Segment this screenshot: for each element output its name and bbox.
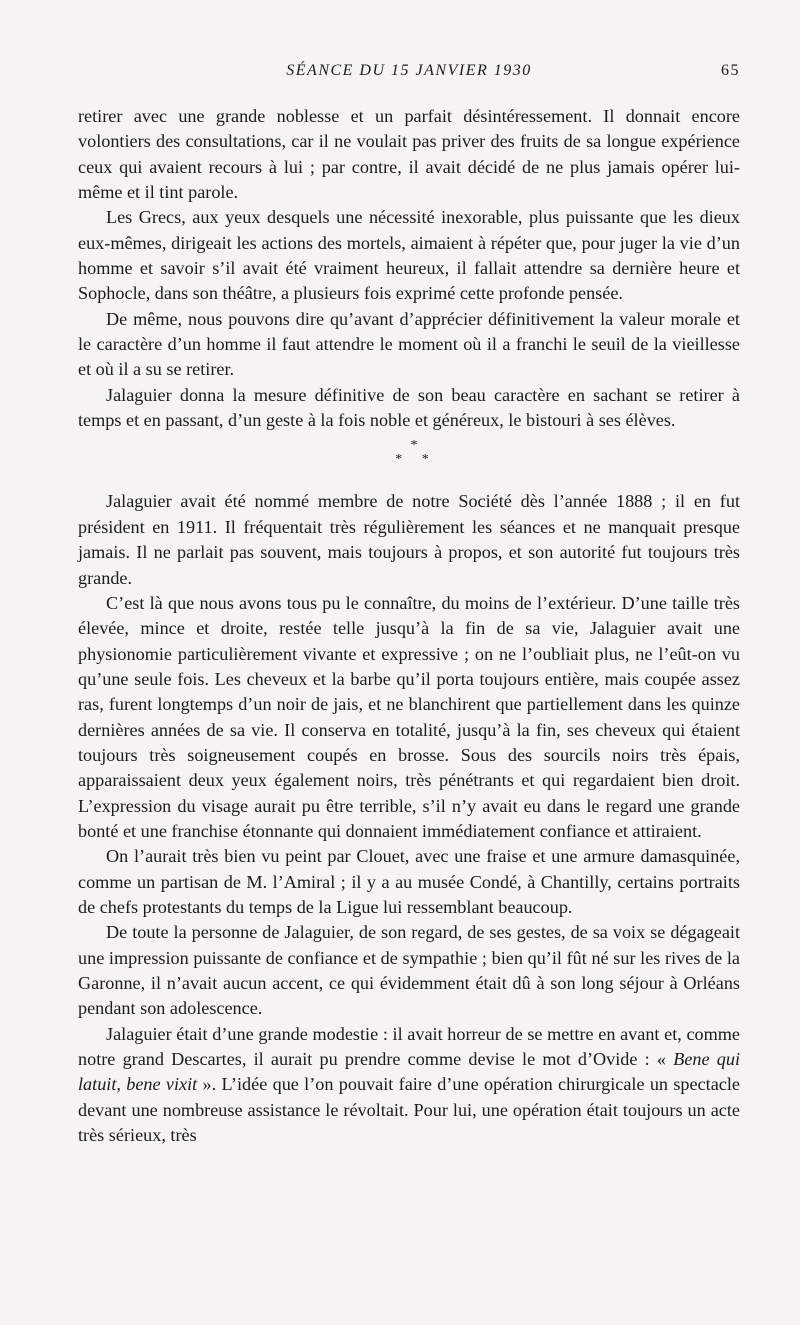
paragraph-moral-value: De même, nous pouvons dire qu’avant d’apprécier définitivement la valeur morale et le caractère d’un homme il faut attendre le moment où il a franchi le seuil de la vieillesse et où il a su se retirer. (78, 308, 740, 380)
paragraph-retreat: Jalaguier donna la mesure définitive de son beau caractère en sachant se retirer à temps et en passant, d’un geste à la fois noble et généreux, le bistouri à ses élèves. (78, 384, 740, 431)
section-society (78, 489, 740, 1148)
asterism-bottom-stars: * * (395, 452, 437, 468)
running-head (78, 62, 740, 86)
paragraph-voice: De toute la personne de Jalaguier, de son regard, de ses gestes, de sa voix se dégageait une impression puissante de confiance et de sympathie ; bien qu’il fût né sur les rives de la Garonne, il n’avait aucun accent, ce qui évidemment était dû à son long séjour à Orléans pendant son adolescence. (78, 922, 740, 1019)
paragraph-greeks: Les Grecs, aux yeux desquels une nécessité inexorable, plus puissante que les dieux eux-mêmes, dirigeait les actions des mortels, aimaient à répéter que, pour juger la vie d’un homme et savoir s’il avait été vraiment heureux, il fallait attendre sa dernière heure et Sophocle, dans son théâtre, a plusieurs fois exprimé cette profonde pensée. (78, 207, 740, 304)
asterism-top-star: * (410, 438, 418, 454)
asterism-separator (78, 439, 740, 467)
modesty-text-after-quote: ». L’idée que l’on pouvait faire d’une opération chirurgicale un spectacle devant une nombreuse assistance le révoltait. Pour lui, une opération était toujours un acte très sérieux, très (78, 1074, 740, 1146)
section-retirement (78, 104, 740, 433)
ovid-quote: Bene qui latuit, bene vixit (78, 1049, 740, 1095)
paragraph-modesty (78, 1022, 740, 1149)
running-head-title: SÉANCE DU 15 JANVIER 1930 (286, 62, 532, 79)
modesty-text-before-quote: Jalaguier était d’une grande modestie : il avait horreur de se mettre en avant et, comme notre grand Descartes, il aurait pu prendre comme devise le mot d’Ovide : « (78, 1023, 740, 1070)
page-number: 65 (721, 62, 740, 79)
paragraph-clouet: On l’aurait très bien vu peint par Clouet, avec une fraise et une armure damasquinée, comme un partisan de M. l’Amiral ; il y a au musée Condé, à Chantilly, certains portraits de chefs protestants du temps de la Ligue lui ressemblant beaucoup. (78, 846, 740, 917)
paragraph-membership: Jalaguier avait été nommé membre de notre Société dès l’année 1888 ; il en fut président en 1911. Il fréquentait très régulièrement les séances et ne manquait presque jamais. Il ne parlait pas souvent, mais toujours à propos, et son autorité fut toujours très grande. (78, 491, 740, 588)
paragraph-continued: retirer avec une grande noblesse et un parfait désintéressement. Il donnait encore volontiers des consultations, car il ne voulait pas priver des fruits de sa longue expérience ceux qui avaient recours à lui ; par contre, il avait décidé de ne plus jamais opérer lui-même et il tint parole. (78, 106, 740, 203)
paragraph-appearance: C’est là que nous avons tous pu le connaître, du moins de l’extérieur. D’une taille très élevée, mince et droite, restée telle jusqu’à la fin de sa vie, Jalaguier avait une physionomie particulièrement vivante et expressive ; on ne l’oubliait plus, ne l’eût-on vu qu’une seule fois. Les cheveux et la barbe qu’il porta toujours entière, mais coupée assez ras, furent longtemps d’un noir de jais, et ne blanchirent que partiellement dans les quinze dernières années de sa vie. Il conserva en totalité, jusqu’à la fin, ses cheveux qui étaient toujours très soigneusement coupés en brosse. Sous des sourcils noirs très épais, apparaissaient deux yeux également noirs, très pénétrants et qui regardaient bien droit. L’expression du visage aurait pu être terrible, s’il n’y avait eu dans le regard une grande bonté et une franchise étonnante qui donnaient immédiatement confiance et attiraient. (78, 592, 740, 841)
